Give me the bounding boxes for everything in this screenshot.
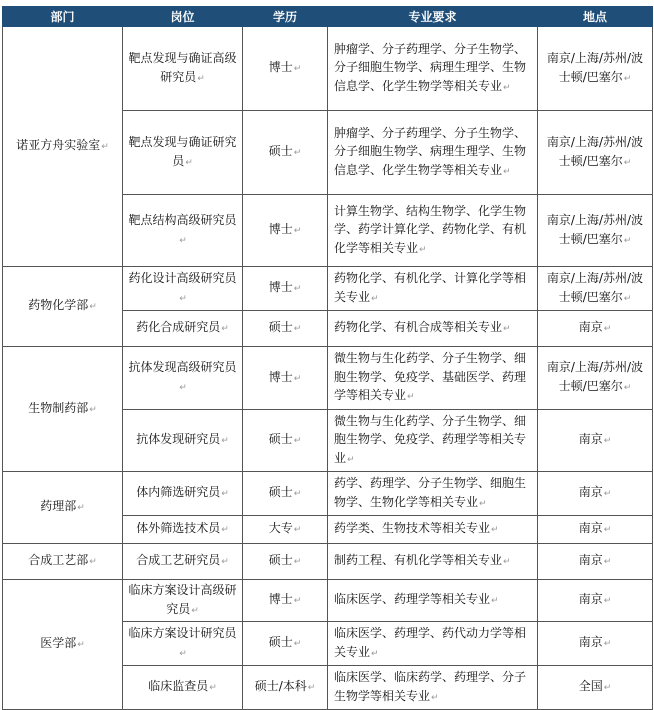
position-cell: 靶点发现与确证研究员↵ bbox=[123, 111, 243, 195]
degree-cell: 硕士↵ bbox=[243, 544, 328, 580]
location-cell: 南京/上海/苏州/波士顿/巴塞尔↵ bbox=[538, 267, 653, 311]
table-row bbox=[3, 27, 653, 111]
position-cell: 体内筛选研究员↵ bbox=[123, 472, 243, 516]
major-cell: 临床医学、临床药学、药理学、分子生物学等相关专业↵ bbox=[328, 666, 538, 710]
position-cell: 合成工艺研究员↵ bbox=[123, 544, 243, 580]
position-cell: 靶点发现与确证高级研究员↵ bbox=[123, 27, 243, 111]
position-text: 临床方案设计研究员 bbox=[128, 626, 237, 640]
position-text: 药化设计高级研究员 bbox=[128, 271, 237, 285]
major-text: 药学、药理学、分子生物学、细胞生物学、生物化学等相关专业 bbox=[334, 476, 527, 509]
degree-text: 博士 bbox=[268, 280, 293, 295]
dept-cell: 诺亚方舟实验室↵ bbox=[3, 27, 123, 267]
location-cell: 南京/上海/苏州/波士顿/巴塞尔↵ bbox=[538, 347, 653, 410]
degree-cell: 博士↵ bbox=[243, 27, 328, 111]
table-row bbox=[3, 544, 653, 580]
dept-text: 诺亚方舟实验室 bbox=[16, 138, 101, 153]
dept-cell: 医学部↵ bbox=[3, 580, 123, 710]
major-cell: 微生物与生化药学、分子生物学、细胞生物学、免疫学、药理学等相关专业↵ bbox=[328, 409, 538, 472]
location-text: 南京 bbox=[578, 432, 603, 446]
location-cell: 南京↵ bbox=[538, 580, 653, 622]
degree-cell: 硕士↵ bbox=[243, 622, 328, 666]
major-cell: 药物化学、有机合成等相关专业↵ bbox=[328, 311, 538, 347]
table-row bbox=[3, 472, 653, 516]
major-cell: 药学、药理学、分子生物学、细胞生物学、生物化学等相关专业↵ bbox=[328, 472, 538, 516]
location-text: 南京 bbox=[578, 635, 603, 650]
location-cell: 南京↵ bbox=[538, 622, 653, 666]
degree-text: 博士 bbox=[268, 222, 293, 237]
major-cell: 临床医学、药理学、药代动力学等相关专业↵ bbox=[328, 622, 538, 666]
header-position: 岗位 bbox=[123, 7, 243, 27]
header-major: 专业要求 bbox=[328, 7, 538, 27]
major-text: 微生物与生化药学、分子生物学、细胞生物学、免疫学、药理学等相关专业 bbox=[334, 413, 527, 465]
major-text: 临床医学、临床药学、药理学、分子生物学等相关专业 bbox=[334, 670, 527, 703]
major-cell: 制药工程、有机化学等相关专业↵ bbox=[328, 544, 538, 580]
degree-cell: 博士↵ bbox=[243, 580, 328, 622]
degree-text: 硕士 bbox=[268, 635, 293, 650]
location-text: 南京 bbox=[578, 320, 603, 335]
major-text: 肿瘤学、分子药理学、分子生物学、分子细胞生物学、病理生理学、生物信息学、化学生物学等相关专业 bbox=[334, 41, 527, 93]
degree-text: 硕士/本科 bbox=[254, 679, 307, 694]
location-cell: 南京/上海/苏州/波士顿/巴塞尔↵ bbox=[538, 27, 653, 111]
location-text: 南京 bbox=[578, 592, 603, 607]
position-text: 体内筛选研究员 bbox=[136, 485, 221, 500]
major-text: 制药工程、有机化学等相关专业 bbox=[334, 553, 503, 568]
dept-text: 合成工艺部 bbox=[28, 553, 89, 568]
table-row bbox=[3, 267, 653, 311]
major-cell: 肿瘤学、分子药理学、分子生物学、分子细胞生物学、病理生理学、生物信息学、化学生物学等相关专业↵ bbox=[328, 27, 538, 111]
major-cell: 药学类、生物技术等相关专业↵ bbox=[328, 516, 538, 544]
degree-cell: 硕士↵ bbox=[243, 409, 328, 472]
location-cell: 南京↵ bbox=[538, 409, 653, 472]
position-text: 抗体发现研究员 bbox=[136, 432, 221, 446]
major-text: 临床医学、药理学、药代动力学等相关专业 bbox=[334, 626, 527, 659]
position-cell: 抗体发现研究员↵ bbox=[123, 409, 243, 472]
degree-cell: 博士↵ bbox=[243, 267, 328, 311]
major-cell: 药物化学、有机化学、计算化学等相关专业↵ bbox=[328, 267, 538, 311]
location-cell: 南京↵ bbox=[538, 472, 653, 516]
position-text: 合成工艺研究员 bbox=[136, 553, 221, 568]
position-cell: 抗体发现高级研究员↵ bbox=[123, 347, 243, 410]
major-cell: 肿瘤学、分子药理学、分子生物学、分子细胞生物学、病理生理学、生物信息学、化学生物学等相关专业↵ bbox=[328, 111, 538, 195]
position-text: 靶点结构高级研究员 bbox=[128, 213, 237, 227]
location-text: 南京/上海/苏州/波士顿/巴塞尔 bbox=[546, 135, 644, 168]
major-text: 药物化学、有机合成等相关专业 bbox=[334, 320, 503, 335]
degree-text: 硕士 bbox=[268, 485, 293, 500]
position-text: 临床监查员 bbox=[148, 679, 209, 694]
table-row bbox=[3, 580, 653, 622]
position-cell: 药化合成研究员↵ bbox=[123, 311, 243, 347]
degree-cell: 硕士↵ bbox=[243, 472, 328, 516]
location-cell: 南京↵ bbox=[538, 544, 653, 580]
major-cell: 微生物与生化药学、分子生物学、细胞生物学、免疫学、基础医学、药理学等相关专业↵ bbox=[328, 347, 538, 410]
degree-text: 大专 bbox=[268, 521, 293, 536]
dept-text: 药理部 bbox=[40, 499, 77, 514]
header-location: 地点 bbox=[538, 7, 653, 27]
position-text: 药化合成研究员 bbox=[136, 320, 221, 335]
degree-text: 硕士 bbox=[268, 432, 293, 446]
dept-cell: 药物化学部↵ bbox=[3, 267, 123, 347]
major-text: 肿瘤学、分子药理学、分子生物学、分子细胞生物学、病理生理学、生物信息学、化学生物学等相关专业 bbox=[334, 125, 527, 177]
location-text: 南京/上海/苏州/波士顿/巴塞尔 bbox=[546, 51, 644, 84]
degree-text: 博士 bbox=[268, 60, 293, 75]
dept-cell: 合成工艺部↵ bbox=[3, 544, 123, 580]
dept-cell: 生物制药部↵ bbox=[3, 347, 123, 472]
degree-text: 博士 bbox=[268, 592, 293, 607]
location-text: 南京/上海/苏州/波士顿/巴塞尔 bbox=[546, 213, 644, 246]
degree-cell: 大专↵ bbox=[243, 516, 328, 544]
header-degree: 学历 bbox=[243, 7, 328, 27]
degree-text: 硕士 bbox=[268, 320, 293, 335]
degree-cell: 硕士↵ bbox=[243, 311, 328, 347]
location-cell: 全国↵ bbox=[538, 666, 653, 710]
position-cell: 临床监查员↵ bbox=[123, 666, 243, 710]
position-cell: 靶点结构高级研究员↵ bbox=[123, 195, 243, 267]
position-text: 靶点发现与确证高级研究员 bbox=[128, 51, 237, 84]
degree-cell: 硕士/本科↵ bbox=[243, 666, 328, 710]
position-cell: 临床方案设计研究员↵ bbox=[123, 622, 243, 666]
position-text: 抗体发现高级研究员 bbox=[128, 360, 237, 375]
location-text: 南京/上海/苏州/波士顿/巴塞尔 bbox=[546, 271, 644, 304]
table-row bbox=[3, 347, 653, 410]
location-text: 南京 bbox=[578, 521, 603, 536]
position-cell: 体外筛选技术员↵ bbox=[123, 516, 243, 544]
position-text: 临床方案设计高级研究员 bbox=[128, 583, 237, 616]
position-cell: 药化设计高级研究员↵ bbox=[123, 267, 243, 311]
dept-text: 医学部 bbox=[40, 636, 77, 651]
location-text: 南京/上海/苏州/波士顿/巴塞尔 bbox=[546, 360, 644, 393]
location-text: 南京 bbox=[578, 485, 603, 500]
location-cell: 南京/上海/苏州/波士顿/巴塞尔↵ bbox=[538, 195, 653, 267]
major-text: 临床医学、药理学等相关专业 bbox=[334, 592, 491, 607]
dept-cell: 药理部↵ bbox=[3, 472, 123, 544]
location-text: 南京 bbox=[578, 553, 603, 568]
major-text: 药物化学、有机化学、计算化学等相关专业 bbox=[334, 271, 527, 304]
degree-text: 硕士 bbox=[268, 144, 293, 159]
position-text: 靶点发现与确证研究员 bbox=[128, 135, 237, 168]
major-text: 微生物与生化药学、分子生物学、细胞生物学、免疫学、基础医学、药理学等相关专业 bbox=[334, 351, 527, 402]
location-cell: 南京↵ bbox=[538, 516, 653, 544]
dept-text: 药物化学部 bbox=[28, 298, 89, 313]
degree-cell: 硕士↵ bbox=[243, 111, 328, 195]
degree-text: 硕士 bbox=[268, 553, 293, 568]
position-cell: 临床方案设计高级研究员↵ bbox=[123, 580, 243, 622]
major-cell: 计算生物学、结构生物学、化学生物学、药学计算化学、药物化学、有机化学等相关专业↵ bbox=[328, 195, 538, 267]
recruitment-table bbox=[2, 6, 653, 710]
location-cell: 南京↵ bbox=[538, 311, 653, 347]
location-text: 全国 bbox=[578, 679, 603, 694]
location-cell: 南京/上海/苏州/波士顿/巴塞尔↵ bbox=[538, 111, 653, 195]
degree-cell: 博士↵ bbox=[243, 347, 328, 410]
major-text: 药学类、生物技术等相关专业 bbox=[334, 521, 491, 536]
major-cell: 临床医学、药理学等相关专业↵ bbox=[328, 580, 538, 622]
major-text: 计算生物学、结构生物学、化学生物学、药学计算化学、药物化学、有机化学等相关专业 bbox=[334, 203, 527, 255]
position-text: 体外筛选技术员 bbox=[136, 521, 221, 536]
header-dept: 部门 bbox=[3, 7, 123, 27]
header-row bbox=[3, 7, 653, 27]
dept-text: 生物制药部 bbox=[28, 400, 89, 415]
degree-text: 博士 bbox=[268, 369, 293, 384]
degree-cell: 博士↵ bbox=[243, 195, 328, 267]
